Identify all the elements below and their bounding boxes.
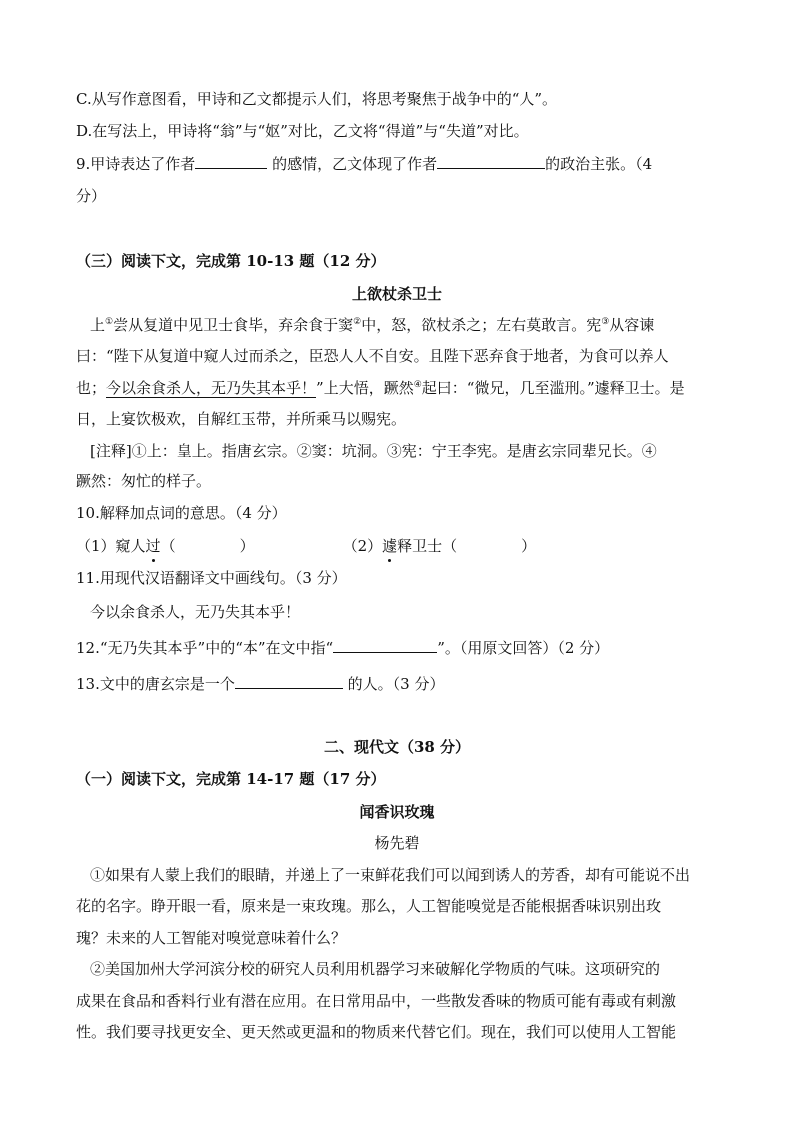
q10-item2-paren: ）: [521, 537, 537, 555]
q9-blank-2[interactable]: [437, 154, 545, 169]
q9-blank-1[interactable]: [195, 154, 267, 169]
part2-sub-heading: （一）阅读下文，完成第 14-17 题（17 分）: [76, 770, 386, 788]
q11-sentence: 今以余食杀人，无乃失其本乎！: [90, 603, 301, 621]
para2-line-1: ②美国加州大学河滨分校的研究人员利用机器学习来破解化学物质的气味。这项研究的: [90, 960, 661, 978]
question-10-items: [76, 535, 726, 557]
annotation-line-1: [注释]①上：皇上。指唐玄宗。②窦：坑洞。③宪：宁王李宪。是唐玄宗同辈兄长。④: [90, 442, 657, 460]
footnote-marker: ①: [105, 317, 114, 327]
passage-line-4: 日，上宴饮极欢，自解红玉带，并所乘马以赐宪。: [76, 410, 407, 428]
passage-text: 尝从复道中见卫士食毕，弃余食于窦: [113, 316, 354, 334]
para1-line-2: 花的名字。睁开眼一看，原来是一束玫瑰。那么，人工智能嗅觉是否能根据香味识别出玫: [76, 897, 662, 915]
passage-text: 起曰：“微兄，几至滥刑。”遽释卫士。是: [421, 379, 685, 397]
q9-text-3: 的政治主张。（4: [545, 155, 653, 173]
question-13: [76, 673, 726, 695]
q10-item2-text: 释卫士（: [397, 537, 458, 555]
footnote-marker: ②: [353, 317, 362, 327]
footnote-marker: ④: [413, 380, 422, 390]
q13-text-2: 的人。（3 分）: [342, 675, 445, 693]
q10-item1-paren: （: [160, 537, 176, 555]
footnote-marker: ③: [601, 317, 610, 327]
annotation-line-2: 蹶然：匆忙的样子。: [76, 472, 212, 490]
article-author: 杨先碧: [374, 834, 420, 852]
question-12: [76, 637, 726, 659]
passage-text: 中，怒，欲杖杀之；左右莫敢言。宪: [361, 316, 602, 334]
q9-text-1: 9.甲诗表达了作者: [76, 155, 196, 173]
question-11: 11.用现代汉语翻译文中画线句。（3 分）: [76, 569, 347, 587]
article-title: 闻香识玫瑰: [359, 803, 435, 821]
passage-title: 上欲杖杀卫士: [351, 285, 442, 303]
passage-line-3: [76, 377, 726, 399]
q12-blank[interactable]: [333, 638, 437, 653]
question-9: [76, 153, 726, 175]
underlined-sentence: 今以余食杀人，无乃失其本乎！: [106, 379, 317, 397]
q12-text-2: ”。（用原文回答）（2 分）: [437, 639, 610, 657]
para1-line-1: ①如果有人蒙上我们的眼睛，并递上了一束鲜花我们可以闻到诱人的芳香，却有可能说不出: [90, 866, 691, 884]
question-10: 10.解释加点词的意思。（4 分）: [76, 504, 287, 522]
q13-text-1: 13.文中的唐玄宗是一个: [76, 675, 235, 693]
dotted-word: 遽: [382, 537, 398, 555]
q12-text-1: 12.“无乃失其本乎”中的“本”在文中指“: [76, 639, 334, 657]
para2-line-3: 性。我们要寻找更安全、更天然或更温和的物质来代替它们。现在，我们可以使用人工智能: [76, 1023, 677, 1041]
passage-text: 上: [90, 316, 106, 334]
q13-blank[interactable]: [235, 674, 343, 689]
q10-item1-text: （1）窥人: [76, 537, 146, 555]
option-d: D.在写法上，甲诗将“翁”与“妪”对比，乙文将“得道”与“失道”对比。: [76, 122, 529, 140]
passage-text: ”上大悟，蹶然: [316, 379, 414, 397]
section3-heading: （三）阅读下文，完成第 10-13 题（12 分）: [76, 252, 386, 270]
passage-line-1: [90, 314, 740, 336]
q9-text-2: 的感情，乙文体现了作者: [267, 155, 438, 173]
para1-line-3: 瑰？未来的人工智能对嗅觉意味着什么？: [76, 929, 347, 947]
part2-heading: 二、现代文（38 分）: [323, 738, 471, 756]
passage-line-2: 曰：“陛下从复道中窥人过而杀之，臣恐人人不自安。且陛下恶弃食于地者，为食可以养人: [76, 347, 669, 365]
passage-text: 也；: [76, 379, 107, 397]
passage-text: 从容谏: [609, 316, 655, 334]
option-c: C.从写作意图看，甲诗和乙文都提示人们，将思考聚焦于战争中的“人”。: [76, 90, 558, 108]
dotted-word: 过: [145, 537, 161, 555]
q10-item1-paren: ）: [239, 537, 255, 555]
para2-line-2: 成果在食品和香料行业有潜在应用。在日常用品中，一些散发香味的物质可能有毒或有刺激: [76, 992, 677, 1010]
q9-score-line: 分）: [76, 187, 107, 205]
q10-item2-text: （2）: [342, 537, 383, 555]
